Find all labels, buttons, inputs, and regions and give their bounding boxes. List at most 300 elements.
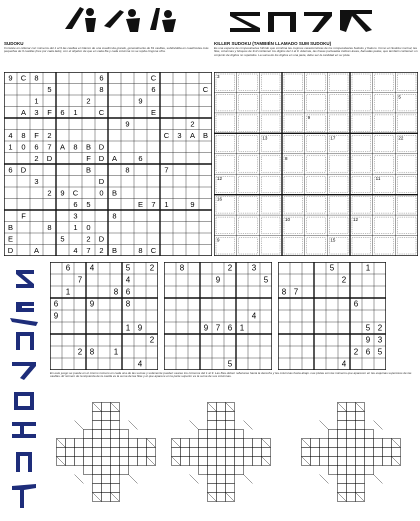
cage-outline [239,217,258,233]
kakuro-cell [66,439,75,448]
grid-cell-value: 2 [47,188,52,198]
grid-cell-value: 4 [89,263,95,273]
kakuro-cell [347,475,356,484]
grid-cell-value: F [34,130,39,140]
kakuro-cell [208,475,217,484]
clue-divider [244,475,253,484]
cage-outline [329,156,348,172]
kakuro-cell [338,448,347,457]
grid-cell-value: 5 [47,84,52,94]
grid-cell-value: C [150,73,157,83]
grid-cell-value: 2 [341,275,347,285]
kakuro-cell [208,484,217,493]
kakuro-cell [111,484,120,493]
kakuro-cell [302,448,311,457]
kakuro-cell [329,466,338,475]
kakuro-cell [66,448,75,457]
grid-cell-value: 7 [77,275,83,285]
cage-outline [352,176,371,192]
grid-cell-value: 4 [251,311,257,321]
kakuro-cell [383,448,392,457]
kakuro-cell [111,457,120,466]
grid-cell-value: D [7,245,14,255]
clue-divider [374,475,383,484]
cage-clue: 13 [262,135,268,141]
grid-cell-value: 9 [89,299,95,309]
kakuro-cell [365,466,374,475]
kakuro-cell [262,448,271,457]
kakuro-cell [347,421,356,430]
kakuro-cell [208,448,217,457]
grid-cell-value: 2 [190,119,195,129]
kakuro-puzzle-2 [165,388,277,516]
cage-clue: 10 [285,217,291,223]
cage-outline [375,197,394,213]
kakuro-cell [120,448,129,457]
cage-outline [284,197,303,213]
kakuro-cell [93,466,102,475]
cage-outline [375,156,394,172]
kakuro-cell [235,439,244,448]
grid-cell-value: 9 [60,188,65,198]
cage-outline [216,94,235,110]
clue-divider [129,421,138,430]
kakuro-puzzle-3 [285,388,417,516]
kakuro-cell [120,439,129,448]
cage-clue: 8 [285,155,288,161]
kakuro-cell [347,412,356,421]
kakuro-cell [199,430,208,439]
grid-cell-value: 1 [113,347,119,357]
grid-cell-value: 3 [34,107,39,117]
kakuro-cell [226,412,235,421]
cage-outline [375,94,394,110]
samurai-side-lettering [2,262,46,518]
cage-outline [352,197,371,213]
grid-cell-value: 7 [151,199,156,209]
grid-cell-value: 5 [86,199,91,209]
cage-clue: 5 [398,94,401,100]
kakuro-cell [84,457,93,466]
cage-clue: 12 [353,217,359,223]
grid-cell-value: 2 [99,245,104,255]
kakuro-cell [347,448,356,457]
grid-cell-value: 2 [86,234,91,244]
kakuro-cell [329,448,338,457]
kakuro-cell [338,421,347,430]
kakuro-cell [208,421,217,430]
grid-cell-value: 2 [47,130,52,140]
grid-cell-value: F [86,153,91,163]
cage-outline [239,115,258,131]
grid-cell-value: B [202,130,209,140]
kakuro-cell [347,439,356,448]
cage-outline [284,94,303,110]
kakuro-cell [235,457,244,466]
kakuro-cell [102,457,111,466]
grid-cell-value: B [85,165,92,175]
kakuro-cell [199,466,208,475]
cage-outline [352,156,371,172]
kakuro-cell [208,466,217,475]
kakuro-cell [226,421,235,430]
cage-outline [307,197,326,213]
kakuro-cell [217,484,226,493]
kakuro-cell [347,457,356,466]
grid-cell-value: 8 [113,287,119,297]
grid-cell-value: E [7,234,14,244]
kakuro-cell [84,448,93,457]
cage-outline [261,94,280,110]
grid-cell-value: B [7,222,14,232]
kakuro-cell [217,412,226,421]
grid-cell-value: C [20,73,27,83]
kakuro-cell [138,457,147,466]
grid-cell-value: 8 [99,84,104,94]
kakuro-cell [365,439,374,448]
cage-outline [216,217,235,233]
clue-divider [190,421,199,430]
kakuro-cell [93,412,102,421]
grid-cell-value: 2 [227,263,233,273]
kakuro-cell [102,493,111,502]
kakuro-cell [383,439,392,448]
grid-cell-value: 2 [353,347,359,357]
clue-divider [129,475,138,484]
cage-outline [216,156,235,172]
kakuro-cell [235,430,244,439]
grid-cell-value: 9 [125,119,130,129]
sudoku-title: SUDOKU [4,41,24,46]
kakuro-cell [374,457,383,466]
kakuro-cell [172,448,181,457]
kakuro-cell [311,457,320,466]
grid-cell-value: 8 [73,142,78,152]
grid-cell-value: 5 [227,359,233,369]
grid-cell-value: 2 [86,96,91,106]
cage-outline [284,74,303,90]
kakuro-cell [235,466,244,475]
grid-cell-value: 7 [47,142,52,152]
grid-cell-value: 6 [60,107,65,117]
grid-cell-value: 9 [138,96,143,106]
killer-sudoku-grid [214,72,418,256]
kakuro-cell [356,484,365,493]
grid-cell-value: 9 [365,335,371,345]
cage-outline [375,74,394,90]
cage-outline [397,238,416,254]
cage-outline [261,238,280,254]
kakuro-cell [84,430,93,439]
grid-cell-value: 6 [138,153,143,163]
grid-cell-value: 7 [215,323,221,333]
cage-outline [261,74,280,90]
cage-outline [307,94,326,110]
cage-outline [216,135,235,151]
cage-outline [284,135,303,151]
kakuro-cell [66,457,75,466]
grid-cell-value: 0 [86,222,91,232]
kakuro-cell [111,439,120,448]
cage-outline [329,94,348,110]
sudoku-16x16-grid [4,72,212,256]
grid-cell-value: 7 [293,287,299,297]
grid-cell-value: 4 [73,245,78,255]
cage-outline [284,176,303,192]
kakuro-cell [338,439,347,448]
kakuro-cell [199,439,208,448]
kakuro-cell [217,457,226,466]
grid-cell-value: 3 [177,130,182,140]
kakuro-cell [138,448,147,457]
kakuro-cell [217,421,226,430]
sudoku-description: Consiste en rellenar con números del 1 al 9 las casillas en blanco de una cuadrícula grande, generalmente de 81 casillas, subdividida en cuadrículas más pequeñas de 9 casillas (tres por cada lado), con el objetivo de que en cada fila y cada columna no se repita ninguna cifra. [4,47,209,54]
cage-clue: 16 [217,196,223,202]
cage-outline [397,74,416,90]
grid-cell-value: F [47,107,52,117]
kakuro-cell [311,439,320,448]
grid-cell-value: 3 [251,263,257,273]
cage-clue: 9 [217,237,220,243]
kakuro-cell [147,448,156,457]
grid-cell-value: F [21,211,26,221]
killer-description: Es una especie de rompecabezas híbrido que combina las mejores características de los rompecabezas Sudoku y Kakuro. Como en Sudoku normal, las filas, columnas y bloques de 3x3 contienen los dígitos del 1 al 9. Además, las líneas punteadas indican áreas, llamadas jaulas, que también contienen un conjunto de dígitos no repetidos. La suma de los dígitos en una jaula, debe ser la cantidad en su pista. [214,47,418,57]
kakuro-cell [57,448,66,457]
kakuro-cell [320,457,329,466]
grid-cell-value: C [98,107,105,117]
kakuro-cell [111,448,120,457]
kakuro-cell [84,466,93,475]
grid-cell-value: 8 [34,73,39,83]
grid-cell-value: D [98,234,105,244]
kakuro-cell [217,493,226,502]
kakuro-cell [244,457,253,466]
kakuro-cell [365,430,374,439]
grid-cell-value: A [59,142,66,152]
grid-cell-value: 0 [21,142,26,152]
kakuro-cell [111,475,120,484]
kakuro-cell [347,403,356,412]
grid-cell-value: 8 [112,211,117,221]
grid-cell-value: 8 [21,130,26,140]
grid-cell-value: B [111,188,118,198]
kakuro-cell [102,448,111,457]
grid-cell-value: 4 [137,359,143,369]
kakuro-cell [120,457,129,466]
grid-cell-value: 8 [89,347,95,357]
cage-outline [307,238,326,254]
grid-cell-value: 5 [125,263,131,273]
grid-cell-value: 6 [151,84,156,94]
kakuro-cell [190,457,199,466]
grid-cell-value: 3 [34,176,39,186]
kakuro-cell [93,439,102,448]
cage-clue: 11 [375,176,381,182]
kakuro-cell [93,475,102,484]
grid-cell-value: 8 [125,299,131,309]
grid-cell-value: 4 [341,359,347,369]
cage-outline [307,156,326,172]
cage-outline [352,74,371,90]
kakuro-cell [347,466,356,475]
grid-cell-value: C [72,188,79,198]
cage-outline [352,238,371,254]
kakuro-cell [226,448,235,457]
kakuro-cell [329,439,338,448]
cage-outline [329,176,348,192]
cage-outline [375,115,394,131]
kakuro-cell [356,475,365,484]
grid-cell-value: 1 [239,323,245,333]
kakuro-cell [356,421,365,430]
cage-outline [284,115,303,131]
kakuro-cell [120,430,129,439]
cage-outline [239,238,258,254]
kakuro-cell [329,430,338,439]
kakuro-cell [217,430,226,439]
grid-cell-value: 9 [190,199,195,209]
cage-outline [284,238,303,254]
grid-cell-value: 7 [164,165,169,175]
cage-outline [216,115,235,131]
kakuro-cell [244,439,253,448]
grid-cell-value: 4 [8,130,13,140]
kakuro-cell [84,439,93,448]
grid-cell-value: D [98,176,105,186]
grid-cell-value: A [111,153,118,163]
grid-cell-value: B [85,142,92,152]
grid-cell-value: 3 [73,211,78,221]
kakuro-cell [329,457,338,466]
kakuro-cell [226,475,235,484]
kakuro-cell [129,457,138,466]
kakuro-cell [190,448,199,457]
kakuro-cell [102,484,111,493]
cage-outline [307,176,326,192]
cage-outline [375,238,394,254]
kakuro-cell [102,403,111,412]
grid-cell-value: 6 [34,142,39,152]
grid-cell-value: 4 [125,275,131,285]
kakuro-cell [190,439,199,448]
kakuro-cell [217,475,226,484]
kakuro-cell [208,430,217,439]
kakuro-cell [320,448,329,457]
grid-cell-value: 9 [8,73,13,83]
cage-outline [261,156,280,172]
grid-cell-value: 5 [329,263,335,273]
kakuro-cell [217,466,226,475]
grid-cell-value: 6 [365,347,371,357]
grid-cell-value: D [46,153,53,163]
kakuro-cell [93,457,102,466]
kakuro-cell [93,448,102,457]
cage-clue: 15 [330,237,336,243]
kakuro-cell [199,448,208,457]
cage-outline [397,115,416,131]
kakuro-cell [181,457,190,466]
kakuro-cell [226,484,235,493]
grid-cell-value: 7 [86,245,91,255]
cage-outline [239,74,258,90]
kakuro-cell [338,412,347,421]
kakuro-cell [253,457,262,466]
cage-outline [239,135,258,151]
kakuro-cell [111,421,120,430]
grid-cell-value: 6 [8,165,13,175]
cage-outline [352,135,371,151]
cage-clue: 22 [398,135,404,141]
kakuro-cell [347,430,356,439]
kakuro-cell [338,457,347,466]
kakuro-cell [356,466,365,475]
cage-outline [397,176,416,192]
cage-outline [307,74,326,90]
grid-cell-value: 0 [99,188,104,198]
kakuro-description: En este juego se puede en el mismo número en cada una de las sumas y solamente pueden usarse los números del 1 al 9. Las filas deben rellenarse hacia la derecha y las columnas hacia abajo. Las pistas son las números que aparecen en las esquinas superiores de las casillas. El número de la izquierda de la casilla es la suma de las filas y el que aparece en la parte superior es la suma de sus columnas. [50,372,412,379]
grid-cell-value: 9 [53,311,59,321]
killer-title: KILLER SUDOKU (TAMBIÉN LLAMADO SUM SUDOKU) [214,41,332,46]
kakuro-cell [383,457,392,466]
kakuro-cell [253,439,262,448]
grid-cell-value: D [98,142,105,152]
kakuro-cell [217,448,226,457]
grid-cell-value: 8 [47,222,52,232]
grid-cell-value: B [111,245,118,255]
cage-outline [352,115,371,131]
kakuro-cell [129,448,138,457]
kakuro-cell [75,448,84,457]
grid-cell-value: 5 [263,275,269,285]
grid-cell-value: 1 [125,323,131,333]
cage-outline [239,156,258,172]
grid-cell-value: C [163,130,170,140]
grid-cell-value: 2 [149,263,155,273]
grid-cell-value: 6 [125,287,131,297]
cage-outline [261,176,280,192]
grid-cell-value: 2 [377,323,383,333]
kakuro-cell [235,448,244,457]
kakuro-cell [338,466,347,475]
cage-outline [261,197,280,213]
kakuro-cell [181,448,190,457]
kakuro-cell [102,439,111,448]
grid-cell-value: 1 [65,287,71,297]
grid-cell-value: 6 [99,73,104,83]
cage-outline [239,176,258,192]
grid-cell-value: 9 [203,323,209,333]
clue-divider [244,421,253,430]
cage-outline [239,197,258,213]
kakuro-puzzle-1 [50,388,162,516]
kakuro-cell [365,457,374,466]
grid-cell-value: D [98,153,105,163]
title-banner-art [60,4,380,34]
kakuro-cell [392,448,401,457]
kakuro-cell [208,439,217,448]
kakuro-cell [217,403,226,412]
cage-outline [375,217,394,233]
kakuro-cell [356,439,365,448]
kakuro-cell [102,421,111,430]
kakuro-cell [120,466,129,475]
kakuro-cell [338,430,347,439]
grid-cell-value: 6 [53,299,59,309]
cage-clue: 3 [217,74,220,79]
grid-cell-value: 1 [164,199,169,209]
cage-outline [397,197,416,213]
grid-cell-value: 8 [125,165,130,175]
